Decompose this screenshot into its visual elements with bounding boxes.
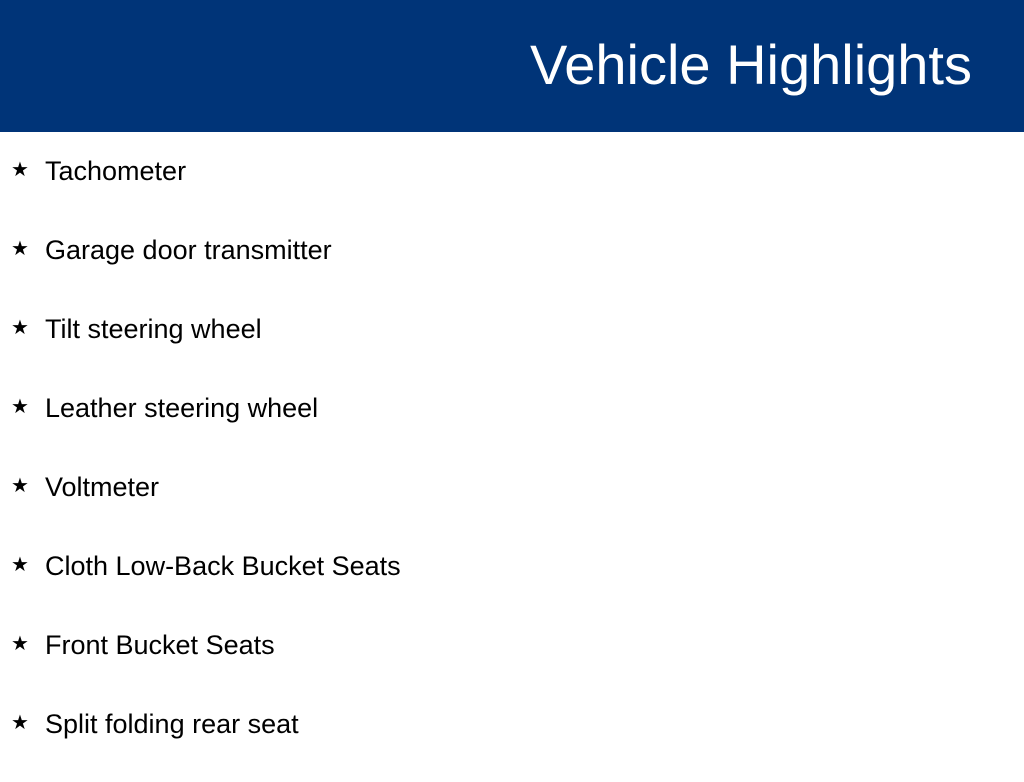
list-item-label: Leather steering wheel <box>45 393 319 423</box>
header-banner <box>0 0 1024 132</box>
page-title: Vehicle Highlights <box>529 33 972 96</box>
star-icon: ★ <box>11 236 29 260</box>
list-item-label: Tilt steering wheel <box>45 314 262 344</box>
star-icon: ★ <box>11 631 29 655</box>
list-item-label: Split folding rear seat <box>45 709 299 739</box>
star-icon: ★ <box>11 473 29 497</box>
star-icon: ★ <box>11 710 29 734</box>
list-item-label: Front Bucket Seats <box>45 630 275 660</box>
list-item-label: Garage door transmitter <box>45 235 332 265</box>
star-icon: ★ <box>11 315 29 339</box>
star-icon: ★ <box>11 552 29 576</box>
star-icon: ★ <box>11 157 29 181</box>
star-icon: ★ <box>11 394 29 418</box>
list-item-label: Cloth Low-Back Bucket Seats <box>45 551 401 581</box>
list-item-label: Voltmeter <box>45 472 160 502</box>
list-item-label: Tachometer <box>45 156 187 186</box>
